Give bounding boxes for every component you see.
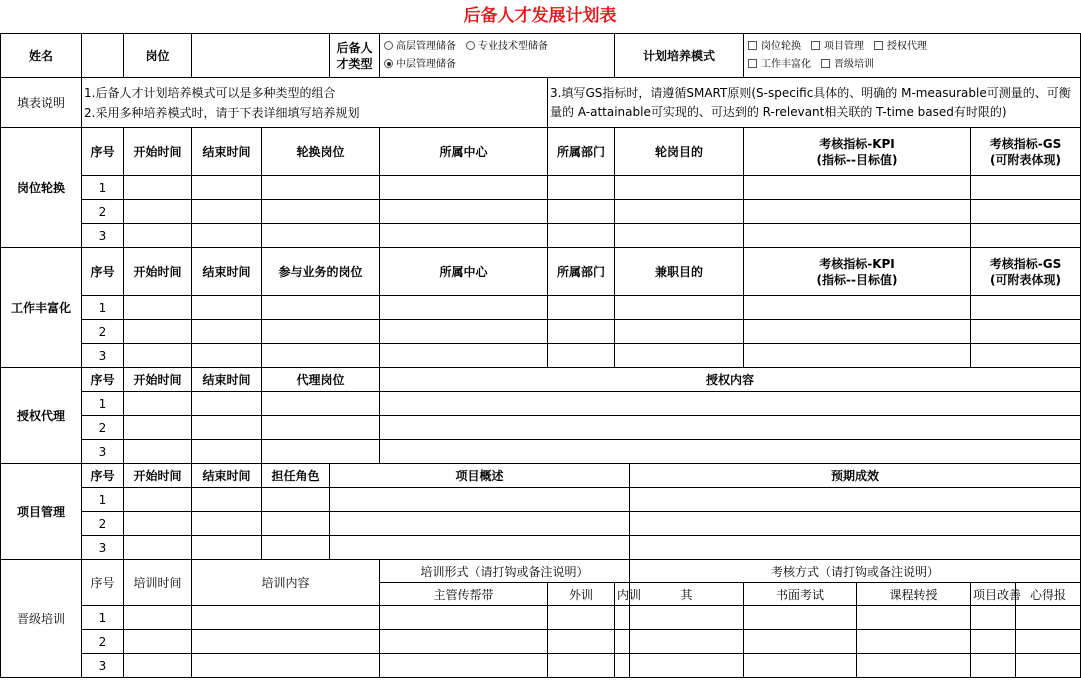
notes-label: 填表说明: [1, 78, 82, 128]
cell[interactable]: [124, 630, 192, 654]
type-options: [380, 34, 615, 78]
type-label: 后备人才类型: [330, 34, 380, 78]
form-title: 后备人才发展计划表: [463, 6, 617, 26]
cell[interactable]: [192, 440, 262, 464]
cell[interactable]: [971, 224, 1081, 248]
cell[interactable]: [262, 176, 380, 200]
cell[interactable]: [615, 176, 744, 200]
header-start: 开始时间: [124, 128, 192, 176]
cell[interactable]: [744, 654, 857, 678]
header-center-cell: 所属中心: [380, 128, 548, 176]
notes-left: [82, 78, 548, 128]
row-seq: 1: [82, 606, 124, 630]
type-option-senior[interactable]: 高层管理储备: [384, 38, 456, 56]
radio-icon: [384, 41, 393, 50]
mode-option-rotation[interactable]: 岗位轮换: [748, 38, 801, 56]
cell[interactable]: [615, 654, 630, 678]
radio-icon: [466, 41, 475, 50]
header-expected-results: 预期成效: [630, 464, 1081, 488]
cell[interactable]: [262, 296, 380, 320]
cell[interactable]: [192, 488, 262, 512]
position-field[interactable]: [192, 34, 330, 78]
cell[interactable]: [548, 654, 615, 678]
header-kpi: 考核指标-KPI (指标--目标值): [744, 128, 971, 176]
row-seq: 3: [82, 440, 124, 464]
cell[interactable]: [1016, 654, 1081, 678]
header-delegate-post: 代理岗位: [262, 368, 380, 392]
cell[interactable]: [330, 536, 630, 560]
header-role: 担任角色: [262, 464, 330, 488]
cell[interactable]: [192, 512, 262, 536]
cell[interactable]: [548, 224, 615, 248]
header-end: 结束时间: [192, 464, 262, 488]
cell[interactable]: [630, 536, 1081, 560]
header-kpi: 考核指标-KPI (指标--目标值): [744, 248, 971, 296]
cell[interactable]: [380, 440, 1081, 464]
note-line-3: 3.填写GS指标时，请遵循SMART原则(S-specific具体的、明确的 M-measurable可测量的、可衡量的 A-attainable可实现的、可达到的 R-relevant相关联的 T-time based有时限的): [548, 78, 1081, 128]
cell[interactable]: [192, 344, 262, 368]
cell[interactable]: [615, 224, 744, 248]
mode-option-project[interactable]: 项目管理: [811, 38, 864, 56]
cell[interactable]: [262, 224, 380, 248]
header-auth-content: 授权内容: [380, 368, 1081, 392]
training-label: 晋级培训: [1, 560, 82, 678]
cell[interactable]: [262, 416, 380, 440]
checkbox-icon: [874, 41, 883, 50]
cell[interactable]: [124, 392, 192, 416]
cell[interactable]: [548, 296, 615, 320]
header-seq: 序号: [82, 248, 124, 296]
cell[interactable]: [615, 320, 744, 344]
cell[interactable]: [192, 416, 262, 440]
row-seq: 1: [82, 392, 124, 416]
cell[interactable]: [971, 630, 1016, 654]
cell[interactable]: [124, 176, 192, 200]
mode-option-training[interactable]: 晋级培训: [821, 56, 874, 74]
cell[interactable]: [330, 512, 630, 536]
cell[interactable]: [548, 176, 615, 200]
name-label: 姓名: [1, 34, 82, 78]
cell[interactable]: [262, 536, 330, 560]
mode-option-enrich[interactable]: 工作丰富化: [748, 56, 811, 74]
cell[interactable]: [744, 320, 971, 344]
header-start: 开始时间: [124, 464, 192, 488]
cell[interactable]: [744, 606, 857, 630]
header-course-teach: 课程转授: [857, 583, 971, 606]
cell[interactable]: [124, 200, 192, 224]
cell[interactable]: [380, 606, 548, 630]
header-assessment: 考核方式（请打钩或备注说明）: [630, 560, 1081, 583]
header-rotation-post: 轮换岗位: [262, 128, 380, 176]
cell[interactable]: [124, 344, 192, 368]
header-seq: 序号: [82, 128, 124, 176]
header-gs: 考核指标-GS (可附表体现): [971, 128, 1081, 176]
checkbox-icon: [821, 59, 830, 68]
cell[interactable]: [124, 440, 192, 464]
header-training-content: 培训内容: [192, 560, 380, 606]
header-start: 开始时间: [124, 248, 192, 296]
cell[interactable]: [630, 488, 1081, 512]
cell[interactable]: [857, 630, 971, 654]
header-business-post: 参与业务的岗位: [262, 248, 380, 296]
cell[interactable]: [1016, 630, 1081, 654]
cell[interactable]: [262, 344, 380, 368]
header-training-form: 培训形式（请打钩或备注说明）: [380, 560, 630, 583]
row-seq: 2: [82, 512, 124, 536]
cell[interactable]: [380, 416, 1081, 440]
cell[interactable]: [192, 536, 262, 560]
cell[interactable]: [380, 392, 1081, 416]
cell[interactable]: [380, 224, 548, 248]
cell[interactable]: [857, 606, 971, 630]
project-label: 项目管理: [1, 464, 82, 560]
header-project-overview: 项目概述: [330, 464, 630, 488]
note-line-1: 1.后备人才计划培养模式可以是多种类型的组合: [84, 85, 336, 100]
header-internal: 内训: [615, 583, 630, 606]
cell[interactable]: [630, 630, 744, 654]
name-field[interactable]: [82, 34, 124, 78]
header-other-short: 其: [630, 583, 744, 606]
cell[interactable]: [192, 224, 262, 248]
row-seq: 1: [82, 296, 124, 320]
cell[interactable]: [124, 606, 192, 630]
cell[interactable]: [380, 654, 548, 678]
cell[interactable]: [548, 630, 615, 654]
position-label: 岗位: [124, 34, 192, 78]
radio-selected-icon: [384, 59, 393, 68]
header-seq: 序号: [82, 560, 124, 606]
checkbox-icon: [811, 41, 820, 50]
cell[interactable]: [744, 630, 857, 654]
cell[interactable]: [744, 344, 971, 368]
mode-label: 计划培养模式: [615, 34, 744, 78]
row-seq: 3: [82, 536, 124, 560]
row-seq: 3: [82, 344, 124, 368]
cell[interactable]: [615, 606, 630, 630]
header-end: 结束时间: [192, 368, 262, 392]
cell[interactable]: [124, 320, 192, 344]
header-dept: 所属部门: [548, 128, 615, 176]
cell[interactable]: [124, 224, 192, 248]
enrich-label: 工作丰富化: [1, 248, 82, 368]
delegate-label: 授权代理: [1, 368, 82, 464]
cell[interactable]: [744, 176, 971, 200]
cell[interactable]: [744, 296, 971, 320]
checkbox-icon: [748, 41, 757, 50]
cell[interactable]: [192, 296, 262, 320]
cell[interactable]: [380, 344, 548, 368]
cell[interactable]: [615, 344, 744, 368]
cell[interactable]: [615, 630, 630, 654]
cell[interactable]: [1016, 606, 1081, 630]
mode-option-delegate[interactable]: 授权代理: [874, 38, 927, 56]
cell[interactable]: [744, 224, 971, 248]
row-seq: 1: [82, 488, 124, 512]
cell[interactable]: [548, 320, 615, 344]
checkbox-icon: [748, 59, 757, 68]
cell[interactable]: [262, 512, 330, 536]
cell[interactable]: [380, 200, 548, 224]
cell[interactable]: [124, 536, 192, 560]
cell[interactable]: [971, 296, 1081, 320]
plan-table: [0, 33, 1081, 678]
row-seq: 3: [82, 654, 124, 678]
header-seq: 序号: [82, 368, 124, 392]
row-seq: 2: [82, 200, 124, 224]
cell[interactable]: [124, 296, 192, 320]
cell[interactable]: [630, 654, 744, 678]
header-reflection: 心得报: [1016, 583, 1081, 606]
cell[interactable]: [380, 296, 548, 320]
row-seq: 3: [82, 224, 124, 248]
cell[interactable]: [192, 654, 380, 678]
header-mentor: 主管传帮带: [380, 583, 548, 606]
mode-options: [744, 34, 1081, 78]
cell[interactable]: [971, 200, 1081, 224]
cell[interactable]: [615, 296, 744, 320]
cell[interactable]: [548, 200, 615, 224]
row-seq: 2: [82, 320, 124, 344]
cell[interactable]: [548, 344, 615, 368]
cell[interactable]: [262, 488, 330, 512]
header-dept: 所属部门: [548, 248, 615, 296]
type-option-middle[interactable]: 中层管理储备: [384, 56, 456, 74]
cell[interactable]: [630, 606, 744, 630]
header-start: 开始时间: [124, 368, 192, 392]
cell[interactable]: [262, 320, 380, 344]
header-purpose: 轮岗目的: [615, 128, 744, 176]
header-parttime-purpose: 兼职目的: [615, 248, 744, 296]
cell[interactable]: [615, 200, 744, 224]
cell[interactable]: [124, 488, 192, 512]
cell[interactable]: [330, 488, 630, 512]
row-seq: 2: [82, 416, 124, 440]
cell[interactable]: [744, 200, 971, 224]
cell[interactable]: [124, 416, 192, 440]
cell[interactable]: [192, 630, 380, 654]
rotation-label: 岗位轮换: [1, 128, 82, 248]
cell[interactable]: [124, 654, 192, 678]
header-end: 结束时间: [192, 128, 262, 176]
cell[interactable]: [192, 200, 262, 224]
cell[interactable]: [380, 176, 548, 200]
cell[interactable]: [548, 606, 615, 630]
cell[interactable]: [192, 606, 380, 630]
cell[interactable]: [971, 606, 1016, 630]
header-project-improve: 项目改善: [971, 583, 1016, 606]
cell[interactable]: [192, 320, 262, 344]
cell[interactable]: [124, 512, 192, 536]
note-line-2: 2.采用多种培养模式时，请于下表详细填写培养规划: [84, 105, 360, 120]
cell[interactable]: [971, 320, 1081, 344]
header-training-time: 培训时间: [124, 560, 192, 606]
row-seq: 1: [82, 176, 124, 200]
cell[interactable]: [262, 440, 380, 464]
header-external: 外训: [548, 583, 615, 606]
cell[interactable]: [971, 176, 1081, 200]
cell[interactable]: [192, 392, 262, 416]
cell[interactable]: [262, 200, 380, 224]
header-center: 所属中心: [380, 248, 548, 296]
row-seq: 2: [82, 630, 124, 654]
cell[interactable]: [192, 176, 262, 200]
header-gs: 考核指标-GS (可附表体现): [971, 248, 1081, 296]
cell[interactable]: [971, 344, 1081, 368]
header-seq: 序号: [82, 464, 124, 488]
cell[interactable]: [380, 320, 548, 344]
cell[interactable]: [380, 630, 548, 654]
cell[interactable]: [630, 512, 1081, 536]
cell[interactable]: [857, 654, 971, 678]
cell[interactable]: [971, 654, 1016, 678]
header-end: 结束时间: [192, 248, 262, 296]
type-option-tech[interactable]: 专业技术型储备: [466, 38, 548, 56]
cell[interactable]: [262, 392, 380, 416]
header-written-exam: 书面考试: [744, 583, 857, 606]
